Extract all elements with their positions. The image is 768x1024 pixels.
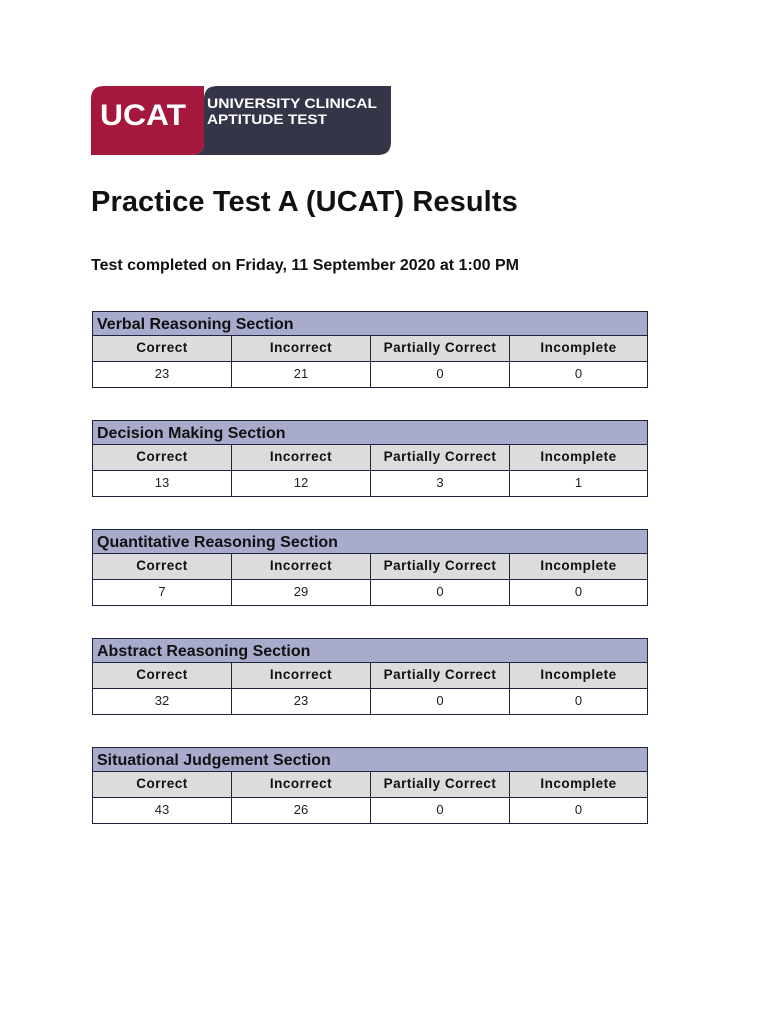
ucat-logo	[91, 86, 391, 155]
results-table	[92, 747, 648, 824]
score-value: 26	[231, 798, 370, 824]
column-header: Correct	[92, 336, 231, 362]
column-header: Partially Correct	[370, 663, 509, 689]
column-header: Incorrect	[231, 336, 370, 362]
score-value: 0	[370, 362, 509, 388]
results-sections	[92, 311, 648, 856]
column-header: Incomplete	[509, 445, 648, 471]
column-header: Partially Correct	[370, 554, 509, 580]
score-value: 23	[92, 362, 231, 388]
score-grid	[92, 445, 648, 497]
score-value: 0	[370, 689, 509, 715]
column-header: Partially Correct	[370, 772, 509, 798]
section-title: Quantitative Reasoning Section	[92, 529, 648, 554]
score-value: 0	[509, 689, 648, 715]
column-header: Incomplete	[509, 336, 648, 362]
score-value: 29	[231, 580, 370, 606]
section-title: Situational Judgement Section	[92, 747, 648, 772]
score-grid	[92, 554, 648, 606]
score-grid	[92, 772, 648, 824]
column-header: Correct	[92, 663, 231, 689]
section-title: Abstract Reasoning Section	[92, 638, 648, 663]
score-value: 23	[231, 689, 370, 715]
column-header: Incorrect	[231, 663, 370, 689]
score-value: 13	[92, 471, 231, 497]
score-grid	[92, 336, 648, 388]
score-value: 0	[370, 580, 509, 606]
score-value: 32	[92, 689, 231, 715]
column-header: Incomplete	[509, 663, 648, 689]
score-value: 0	[370, 798, 509, 824]
section-title: Decision Making Section	[92, 420, 648, 445]
results-table	[92, 420, 648, 497]
score-value: 0	[509, 798, 648, 824]
column-header: Correct	[92, 554, 231, 580]
logo-line1: UNIVERSITY CLINICAL	[207, 95, 378, 111]
logo-mark: UCAT	[100, 99, 186, 132]
score-value: 0	[509, 580, 648, 606]
score-value: 1	[509, 471, 648, 497]
section-title: Verbal Reasoning Section	[92, 311, 648, 336]
page-title: Practice Test A (UCAT) Results	[91, 186, 518, 218]
logo-line2: APTITUDE TEST	[207, 111, 328, 127]
column-header: Incomplete	[509, 772, 648, 798]
column-header: Incorrect	[231, 445, 370, 471]
column-header: Correct	[92, 772, 231, 798]
column-header: Partially Correct	[370, 445, 509, 471]
score-grid	[92, 663, 648, 715]
column-header: Incorrect	[231, 554, 370, 580]
score-value: 43	[92, 798, 231, 824]
column-header: Incorrect	[231, 772, 370, 798]
column-header: Incomplete	[509, 554, 648, 580]
results-table	[92, 311, 648, 388]
results-table	[92, 638, 648, 715]
column-header: Partially Correct	[370, 336, 509, 362]
score-value: 3	[370, 471, 509, 497]
column-header: Correct	[92, 445, 231, 471]
score-value: 12	[231, 471, 370, 497]
score-value: 21	[231, 362, 370, 388]
results-table	[92, 529, 648, 606]
score-value: 7	[92, 580, 231, 606]
completion-date: Test completed on Friday, 11 September 2020 at 1:00 PM	[91, 257, 520, 274]
score-value: 0	[509, 362, 648, 388]
